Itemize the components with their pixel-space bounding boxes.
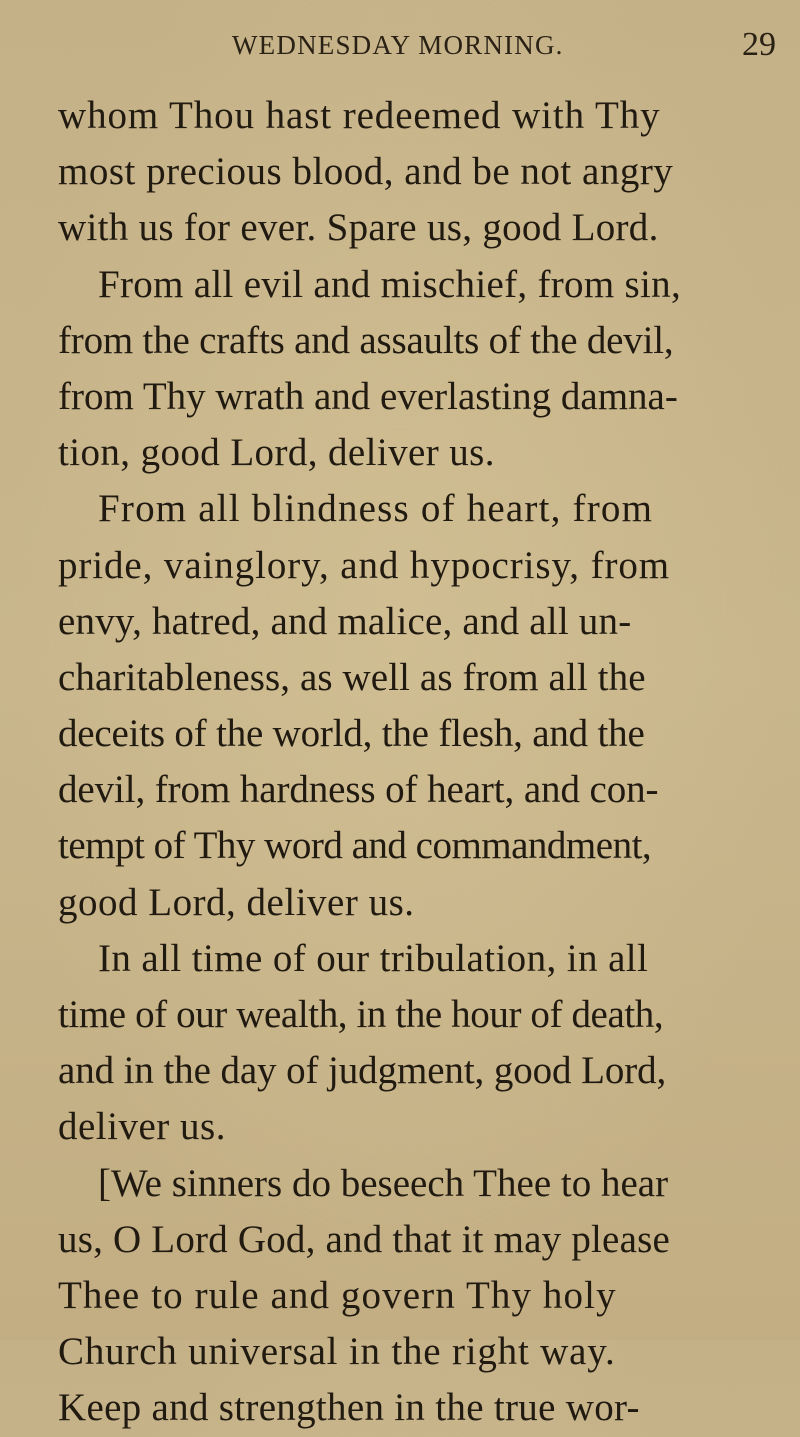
running-head — [232, 26, 776, 66]
text-line: from Thy wrath and everlasting damna- — [58, 374, 678, 418]
text-line: [We sinners do beseech Thee to hear — [98, 1161, 669, 1205]
text-line: tempt of Thy word and commandment, — [58, 824, 652, 868]
text-line: and in the day of judgment, good Lord, — [58, 1049, 667, 1093]
text-line: deliver us. — [58, 1105, 226, 1149]
text-line: devil, from hardness of heart, and con- — [58, 768, 659, 812]
text-line: charitableness, as well as from all the — [58, 655, 646, 699]
text-line: Church universal in the right way. — [58, 1330, 616, 1374]
text-line: whom Thou hast redeemed with Thy — [58, 94, 661, 137]
running-title: WEDNESDAY MORNING. — [232, 30, 564, 60]
text-line: envy, hatred, and malice, and all un- — [58, 599, 632, 643]
text-line: with us for ever. Spare us, good Lord. — [58, 206, 659, 250]
text-line: most precious blood, and be not angry — [58, 150, 674, 194]
text-line: Keep and strengthen in the true wor- — [58, 1386, 640, 1430]
text-line: pride, vainglory, and hypocrisy, from — [58, 543, 671, 587]
page-number: 29 — [742, 26, 776, 63]
text-line: from the crafts and assaults of the devil, — [58, 318, 674, 362]
body-text — [58, 88, 778, 1437]
text-line: tion, good Lord, deliver us. — [58, 431, 495, 475]
text-line: From all evil and mischief, from sin, — [98, 262, 681, 306]
text-line: us, O Lord God, and that it may please — [58, 1217, 670, 1261]
text-line: time of our wealth, in the hour of death, — [58, 993, 664, 1036]
text-line: In all time of our tribulation, in all — [98, 936, 649, 980]
text-line: From all blindness of heart, from — [98, 487, 654, 531]
text-line: good Lord, deliver us. — [58, 880, 415, 924]
text-line: Thee to rule and govern Thy holy — [58, 1273, 617, 1317]
text-line: deceits of the world, the flesh, and the — [58, 712, 645, 756]
